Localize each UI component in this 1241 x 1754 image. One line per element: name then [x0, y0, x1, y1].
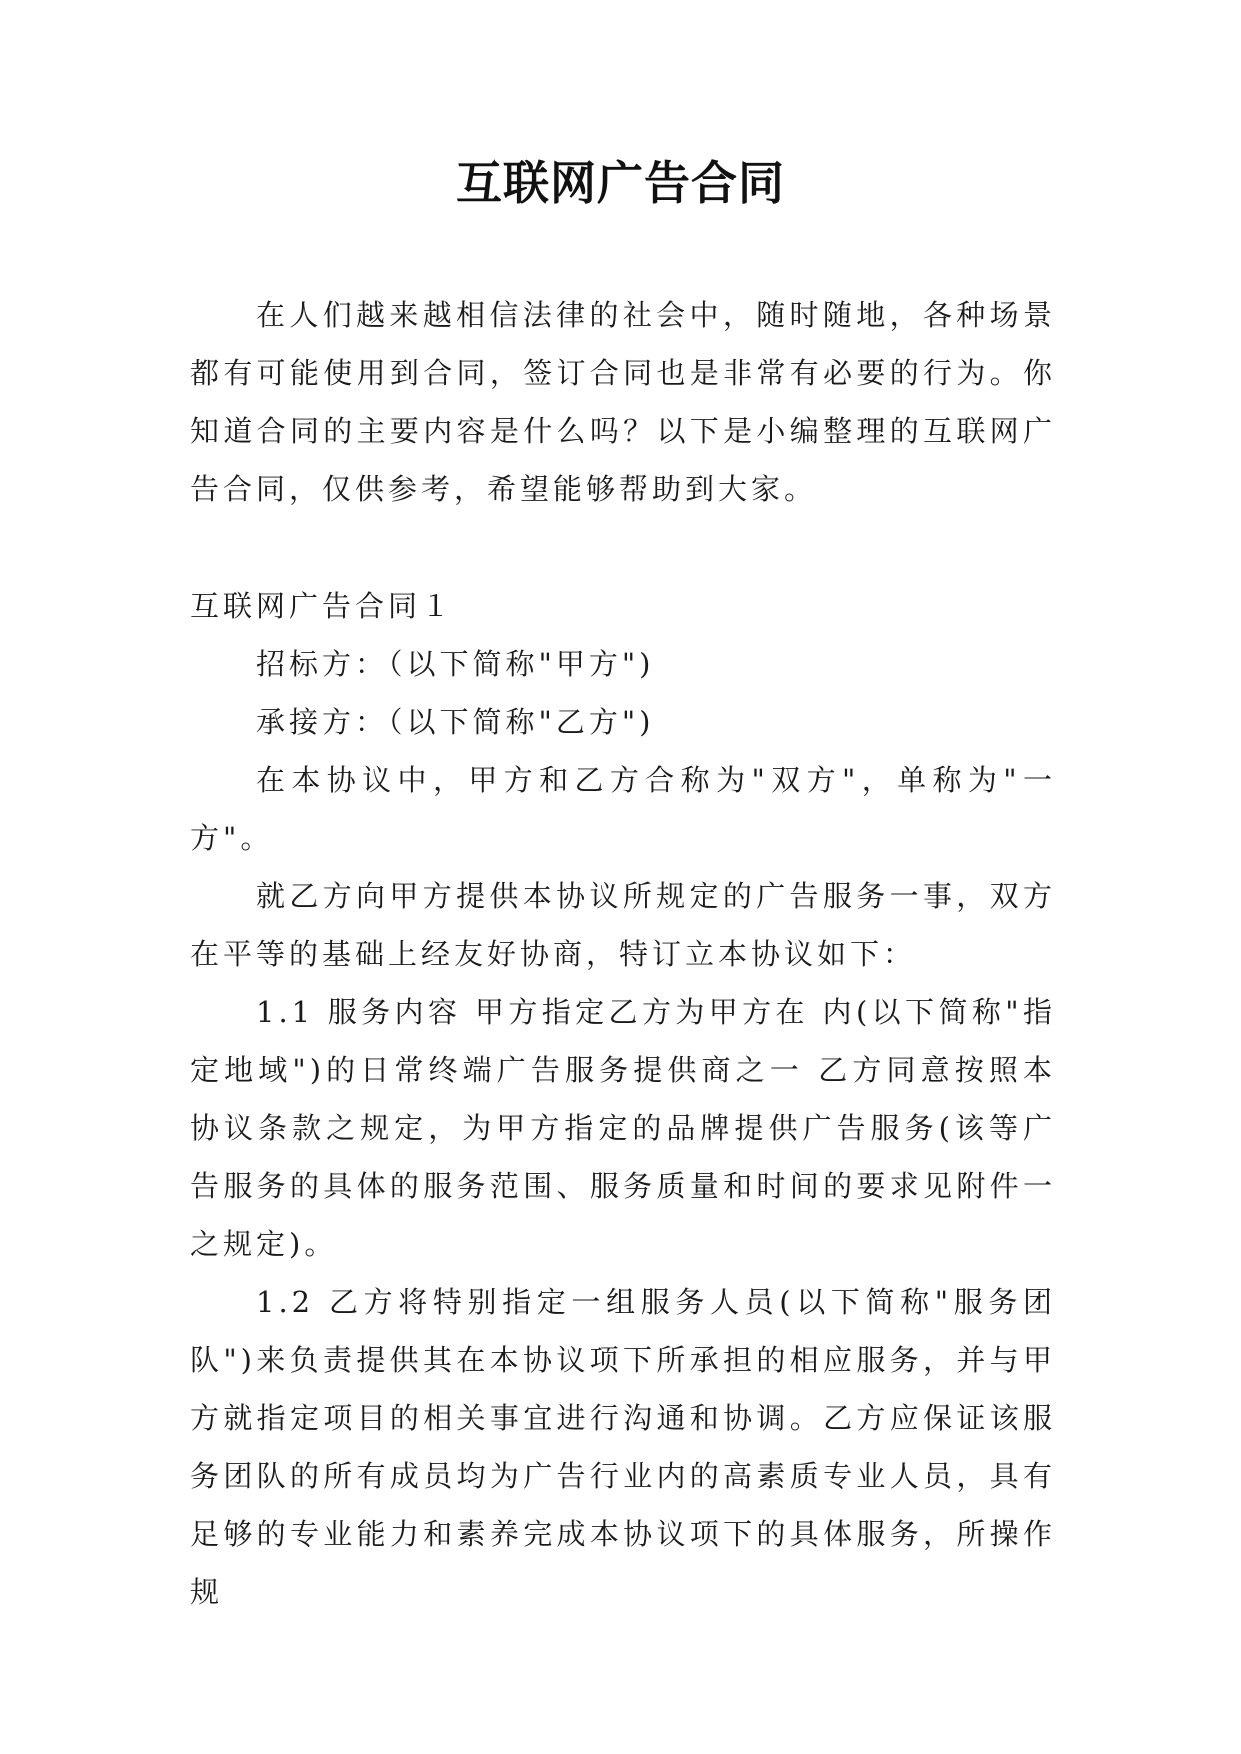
contract-section: [190, 577, 1056, 1621]
document-title: 互联网广告合同: [456, 156, 785, 210]
paragraph-definitions: 在本协议中，甲方和乙方合称为"双方"，单称为"一方"。: [190, 763, 1056, 855]
paragraph-preamble: 就乙方向甲方提供本协议所规定的广告服务一事，双方在平等的基础上经友好协商，特订立本协议如下：: [190, 879, 1056, 971]
section-heading: 互联网广告合同１: [190, 589, 455, 623]
clause-1-2: 1.2 乙方将特别指定一组服务人员(以下简称"服务团队")来负责提供其在本协议项下所承担的相应服务，并与甲方就指定项目的相关事宜进行沟通和协调。乙方应保证该服务团队的所有成员均为广告行业内的高素质专业人员，具有足够的专业能力和素养完成本协议项下的具体服务，所操作规: [190, 1285, 1056, 1609]
clause-1-1: 1.1 服务内容 甲方指定乙方为甲方在 内(以下简称"指定地域")的日常终端广告服务提供商之一 乙方同意按照本协议条款之规定，为甲方指定的品牌提供广告服务(该等广告服务的具体的服务范围、服务质量和时间的要求见附件一之规定)。: [190, 995, 1056, 1261]
paragraph-party-b: 承接方：（以下简称"乙方"): [256, 705, 655, 739]
intro-section: [190, 286, 1056, 518]
intro-paragraph: 在人们越来越相信法律的社会中，随时随地，各种场景都有可能使用到合同，签订合同也是非常有必要的行为。你知道合同的主要内容是什么吗？以下是小编整理的互联网广告合同，仅供参考，希望能够帮助到大家。: [190, 298, 1056, 506]
paragraph-party-a: 招标方：（以下简称"甲方"): [256, 647, 655, 681]
